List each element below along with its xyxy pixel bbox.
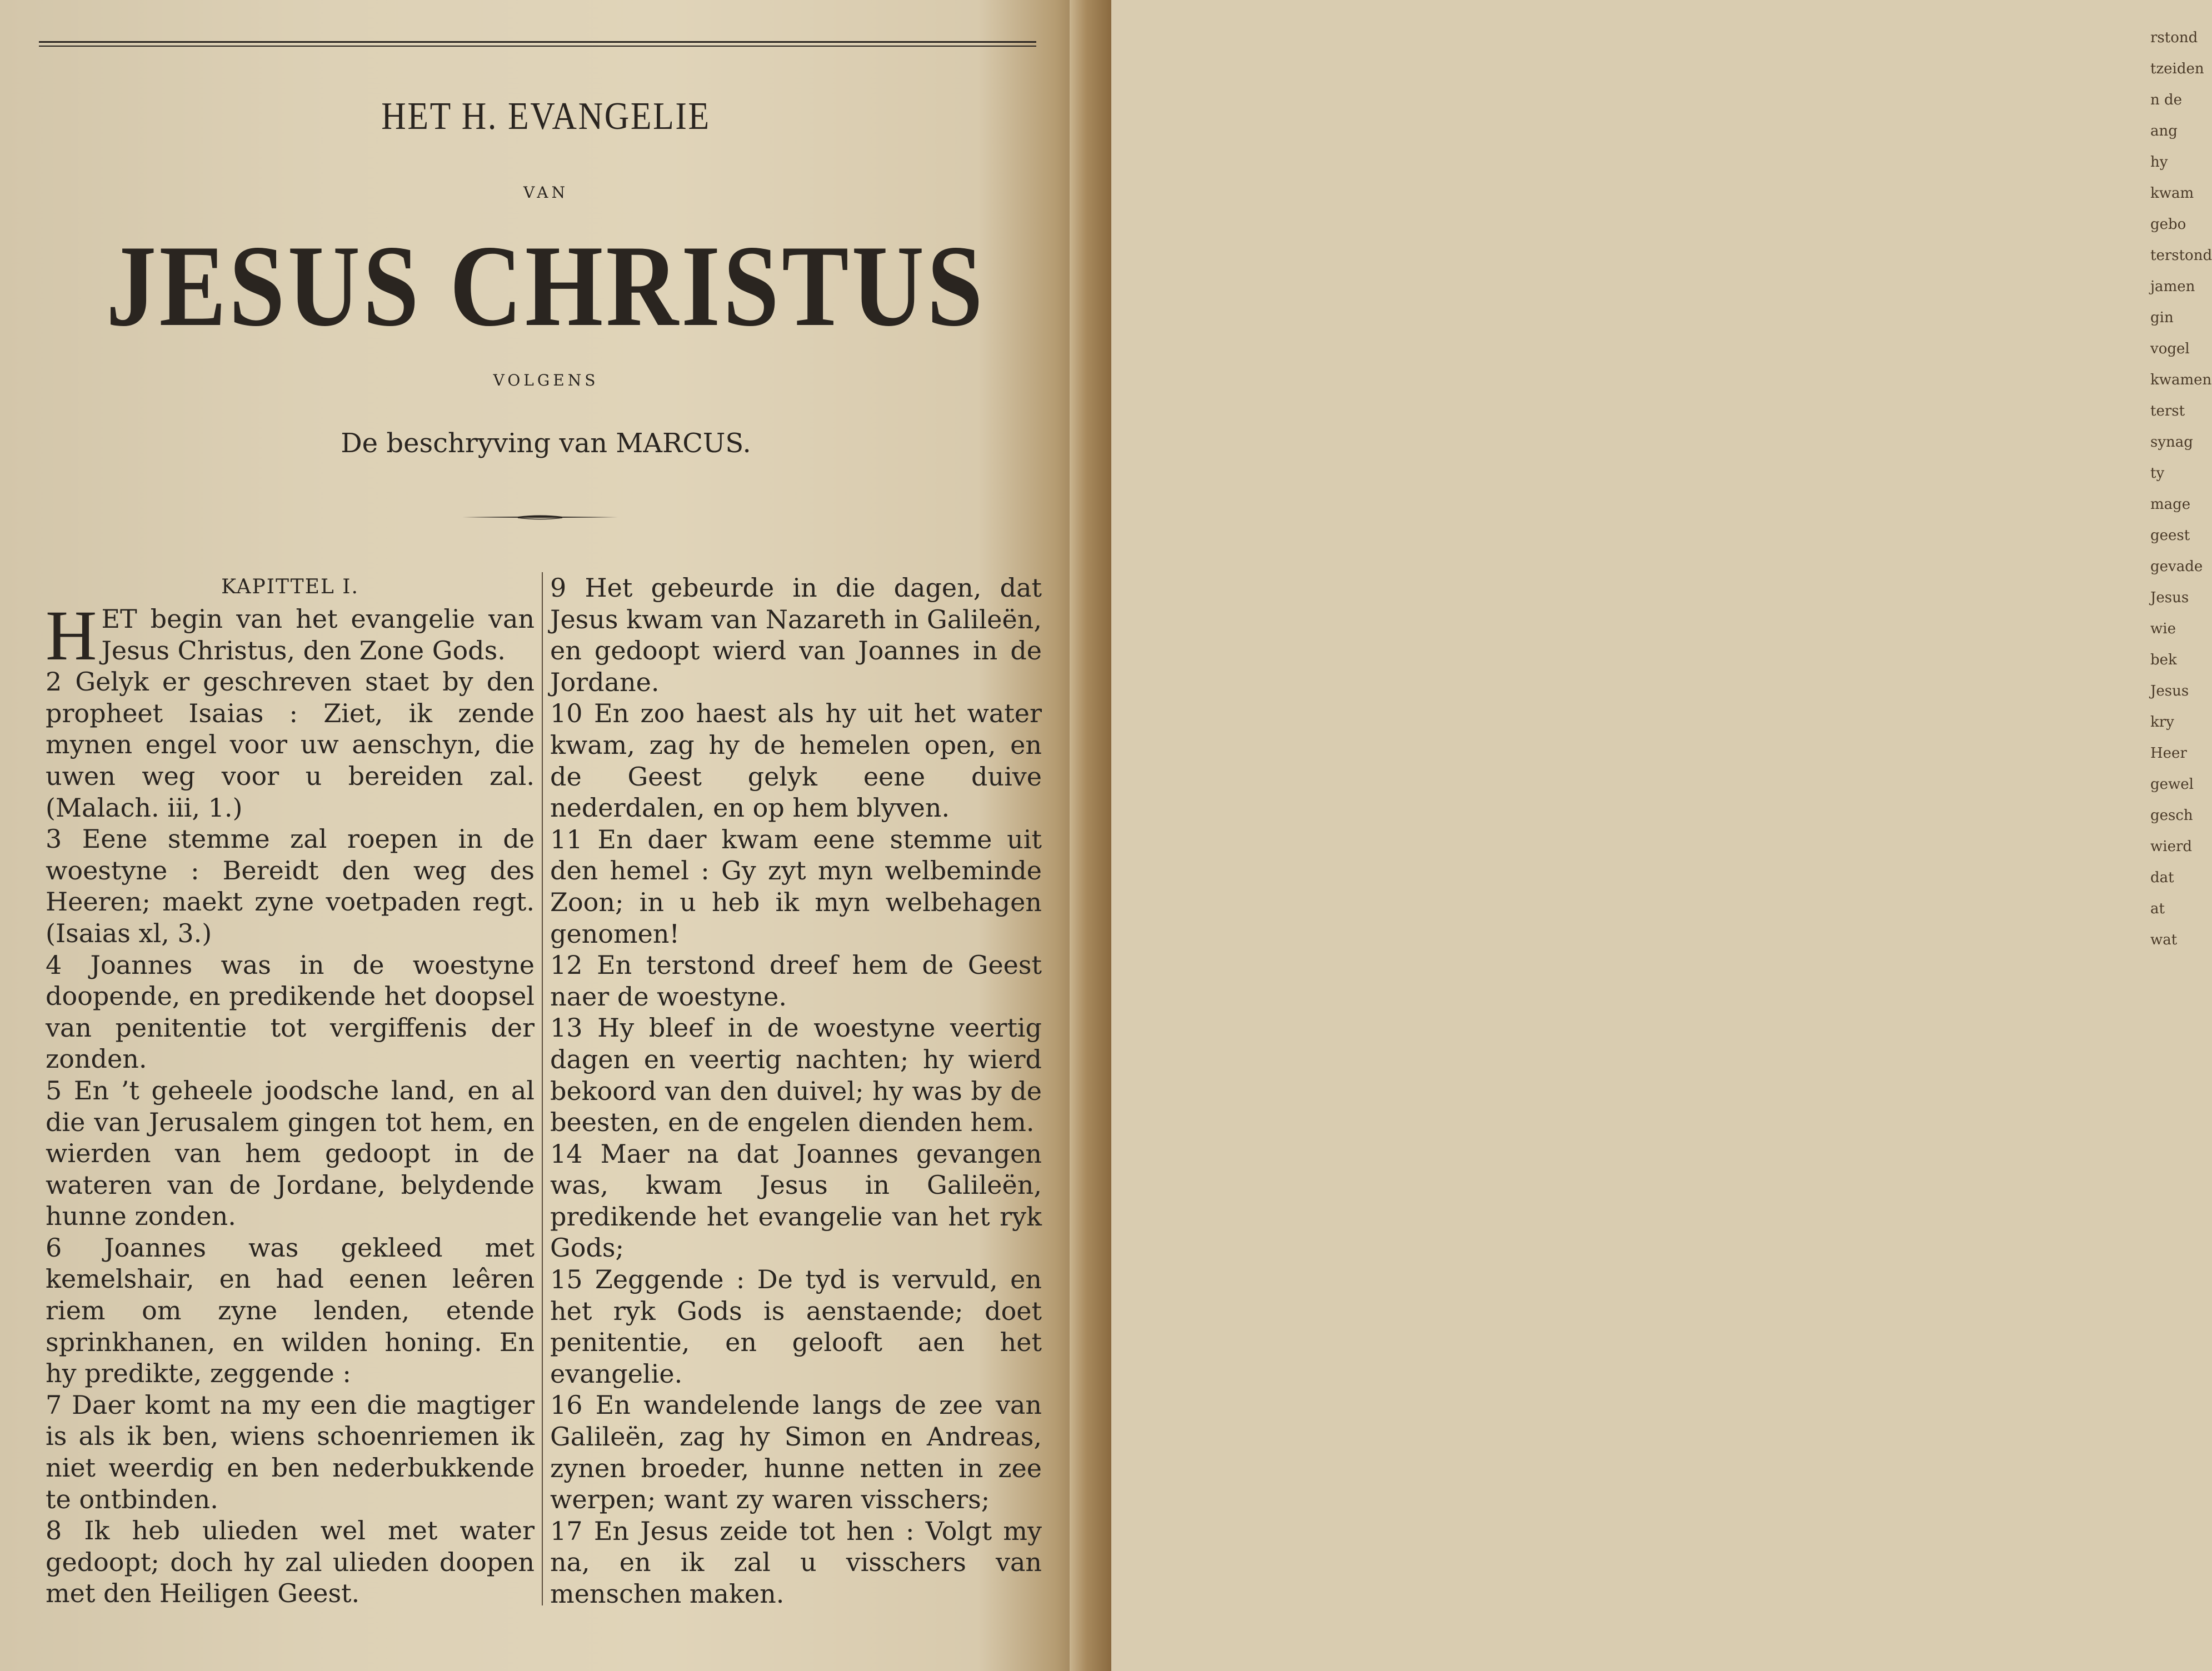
facing-page-edge bbox=[1070, 0, 2212, 1671]
title-van: VAN bbox=[523, 183, 569, 202]
main-title: JESUS CHRISTUS bbox=[106, 222, 986, 351]
verse: 13 Hy bleef in de woestyne veertig dagen en veertig nachten; hy wierd bekoord van den duivel; hy was by de beesten, en de engelen dienden hem. bbox=[550, 1013, 1042, 1138]
verse: 9 Het gebeurde in die dagen, dat Jesus kwam van Nazareth in Galileën, en gedoopt wierd van Joannes in de Jordane. bbox=[550, 573, 1042, 697]
subtitle: De beschryving van MARCUS. bbox=[341, 428, 751, 459]
left-column bbox=[46, 573, 535, 1609]
top-double-rule bbox=[39, 41, 1036, 47]
verse: 10 En zoo haest als hy uit het water kwam, zag hy de hemelen open, en de Geest gelyk eene duive nederdalen, en op hem blyven. bbox=[550, 698, 1042, 823]
title-volgens: VOLGENS bbox=[493, 371, 599, 389]
verse-1 bbox=[46, 596, 535, 675]
verse: 3 Eene stemme zal roepen in de woestyne : Bereidt den weg des Heeren; maekt zyne voetpaden regt. (Isaias xl, 3.) bbox=[46, 824, 535, 948]
verse: 2 Gelyk er geschreven staet by den propheet Isaias : Ziet, ik zende mynen engel voor uw aenschyn, die uwen weg voor u bereiden zal. (Malach. iii, 1.) bbox=[46, 667, 535, 823]
verse: 17 En Jesus zeide tot hen : Volgt my na, en ik zal u visschers van menschen maken. bbox=[550, 1515, 1042, 1609]
column-divider bbox=[542, 572, 543, 1605]
verse: 5 En ’t geheele joodsche land, en al die van Jerusalem gingen tot hem, en wierden van hem gedoopt in de wateren van de Jordane, belydende hunne zonden. bbox=[46, 1075, 535, 1232]
title-line-1: HET H. EVANGELIE bbox=[381, 95, 711, 138]
verse-1-text: ET begin van het evangelie van Jesus Christus, den Zone Gods. bbox=[101, 604, 535, 666]
drop-cap: H bbox=[46, 596, 97, 675]
verse: 14 Maer na dat Joannes gevangen was, kwam Jesus in Galileën, predikende het evangelie van het ryk Gods; bbox=[550, 1138, 1042, 1263]
chapter-heading: KAPITTEL I. bbox=[221, 576, 359, 598]
verse: 16 En wandelende langs de zee van Galileën, zag hy Simon en Andreas, zynen broeder, hunne netten in zee werpen; want zy waren visschers; bbox=[550, 1390, 1042, 1515]
facing-page-text: rstond tzeiden n de ang hy kwam gebo terstond jamen gin vogel kwamen terst synag ty mage geest gevade Jesus wie bek Jesus kry Heer gewel gesch wierd dat at wat bbox=[2150, 29, 2212, 948]
right-column bbox=[550, 572, 1042, 1610]
ornament-divider bbox=[462, 514, 618, 521]
verse: 6 Joannes was gekleed met kemelshair, en had eenen leêren riem om zyne lenden, etende sprinkhanen, en wilden honing. En hy predikte, zeggende : bbox=[46, 1232, 535, 1389]
verse: 4 Joannes was in de woestyne doopende, en predikende het doopsel van penitentie tot vergiffenis der zonden. bbox=[46, 949, 535, 1074]
verse: 15 Zeggende : De tyd is vervuld, en het ryk Gods is aenstaende; doet penitentie, en gelooft aen het evangelie. bbox=[550, 1264, 1042, 1389]
verse: 11 En daer kwam eene stemme uit den hemel : Gy zyt myn welbeminde Zoon; in u heb ik myn welbehagen genomen! bbox=[550, 824, 1042, 949]
verse: 12 En terstond dreef hem de Geest naer de woestyne. bbox=[550, 950, 1042, 1012]
verse: 7 Daer komt na my een die magtiger is als ik ben, wiens schoenriemen ik niet weerdig en ben nederbukkende te ontbinden. bbox=[46, 1389, 535, 1514]
verse: 8 Ik heb ulieden wel met water gedoopt; doch hy zal ulieden doopen met den Heiligen Geest. bbox=[46, 1515, 535, 1609]
